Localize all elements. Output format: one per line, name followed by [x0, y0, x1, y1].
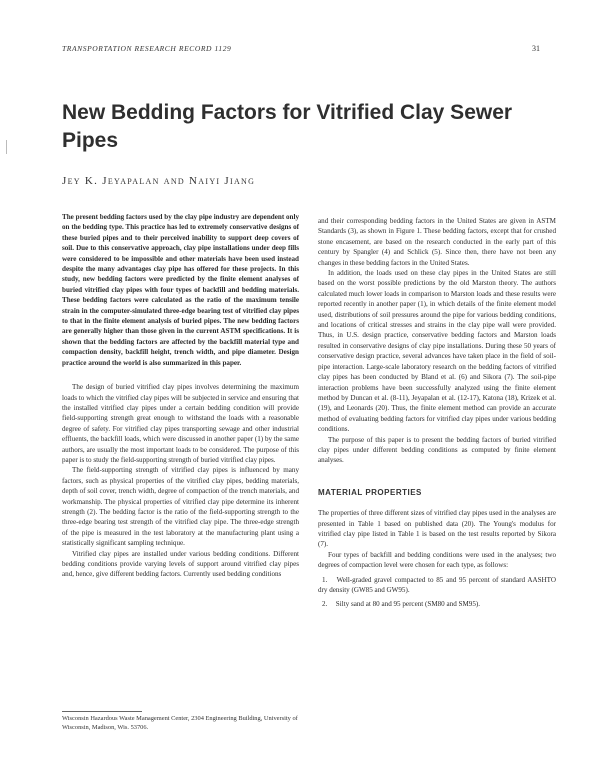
body-paragraph: The properties of three different sizes of vitrified clay pipes used in the analyses are presented in Table 1 based on published data (20). The Young's modulus for vitrified clay pipe listed in Table 1 is based on the test results reported by Sikora (7). [318, 509, 556, 549]
body-paragraph: The field-supporting strength of vitrified clay pipes is influenced by many factors, such as physical properties of the vitrified clay pipes, bedding materials, depth of soil cover, trench width, degree of compaction of the trench materials, and workmanship. The physical properties of vitrified clay pipe determine its inherent strength (2). The bedding factor is the ratio of the field-supporting strength to the three-edge bearing test strength of the vitrified clay pipe. The three-edge strength of the pipe is measured in the test laboratory at the manufacturing plant using a statistically significant sampling technique. [62, 466, 299, 548]
author-affiliation-footnote: Wisconsin Hazardous Waste Management Center, 2304 Engineering Building, University of Wisconsin, Madison, Wis. 53706. [62, 715, 298, 731]
list-number: 2. [322, 600, 328, 609]
list-item [318, 575, 556, 596]
paper-title: New Bedding Factors for Vitrified Clay Sewer Pipes [62, 101, 513, 152]
margin-mark [6, 140, 7, 154]
body-paragraph: The design of buried vitrified clay pipes involves determining the maximum loads to which the vitrified clay pipes will be subjected in service and ensuring that the installed vitrified clay pipes under a certain bedding condition will provide field-supporting strength great enough to withstand the loads with a reasonable degree of safety. For vitrified clay pipes transporting sewage and other industrial effluents, the backfill loads, which were discussed in another paper (1) by the same authors, are usually the most important loads to be considered. The purpose of this paper is to study the field-supporting strength of buried vitrified clay pipes. [62, 383, 299, 464]
list-text: Well-graded gravel compacted to 85 and 95 percent of standard AASHTO dry density (GW85 and GW95). [318, 575, 556, 594]
body-paragraph: In addition, the loads used on these clay pipes in the United States are still based on the worst possible predictions by the old Marston theory. The authors calculated much lower loads in comparison to Marston loads and these results were reported recently in another paper (1), in which details of the finite element model used, distributions of soil pressures around the pipe for various bedding conditions, and locations of critical stresses and strains in the clay pipe wall were provided. Thus, in U.S. design practice, conservative bedding factors and Marston loads resulted in conservative designs of clay pipe installations. During these 50 years of conservative design practice, several advances have taken place in the field of soil-pipe interaction. Large-scale laboratory research on the bedding factors of vitrified clay pipes has been conducted by Bland et al. (6) and Sikora (7). The soil-pipe interaction problems have been successfully analyzed using the finite element method by Duncan et al. (8-11), Jeyapalan et al. (12-17), Katona (18), Krizek et al. (19), and Leonards (20). Thus, the finite element method can provide an accurate method of evaluating bedding factors for vitrified clay pipes under various bedding conditions. [318, 269, 556, 434]
abstract: The present bedding factors used by the clay pipe industry are dependent only on the bedding type. This practice has led to extremely conservative designs of these buried pipes and to their perceived inability to support deep covers of soil. Due to this conservative approach, clay pipe installations under deep fills were considered to be impossible and other materials have been used instead despite the many advantages clay pipe has offered for these projects. In this study, new bedding factors were predicted by the finite element analyses of buried vitrified clay pipes with four types of backfill and bedding materials. These bedding factors were calculated as the ratio of the maximum tensile strain in the computer-simulated three-edge bearing test of vitrified clay pipes to that in the finite element analysis of buried pipes. The new bedding factors are generally higher than those given in the current ASTM specifications. It is shown that the bedding factors are affected by the backfill material type and compaction density, backfill height, trench width, and pipe diameter. Design practice around the world is also summarized in this paper. [62, 213, 299, 367]
list-number: 1. [322, 575, 328, 584]
body-paragraph: Vitrified clay pipes are installed under various bedding conditions. Different bedding conditions provide varying levels of support around vitrified clay pipes and, hence, give different bedding factors. Currently used bedding conditions [62, 549, 299, 579]
list-text: Silty sand at 80 and 95 percent (SM80 and SM95). [335, 600, 481, 609]
body-paragraph: Four types of backfill and bedding conditions were used in the analyses; two degrees of compaction level were chosen for each type, as follows: [318, 550, 556, 570]
body-paragraph: and their corresponding bedding factors in the United States are given in ASTM Standards (3), as shown in Figure 1. These bedding factors, except that for crushed stone encasement, are based on the research conducted in the early part of this century by Spangler (4) and Schlick (5). Since then, there have not been any changes in these bedding factors in the United States. [318, 217, 556, 267]
running-head: TRANSPORTATION RESEARCH RECORD 1129 [62, 44, 232, 53]
authors: Jey K. Jeyapalan and Naiyi Jiang [62, 175, 256, 187]
body-paragraph: The purpose of this paper is to present the bedding factors of buried vitrified clay pipes under different bedding conditions as computed by finite element analyses. [318, 435, 556, 465]
right-column [318, 216, 556, 614]
compaction-list [318, 575, 556, 610]
section-heading: MATERIAL PROPERTIES [318, 487, 422, 497]
footnote-rule [62, 711, 142, 712]
page-number: 31 [532, 44, 540, 53]
list-item [318, 599, 556, 609]
left-column [62, 212, 299, 580]
